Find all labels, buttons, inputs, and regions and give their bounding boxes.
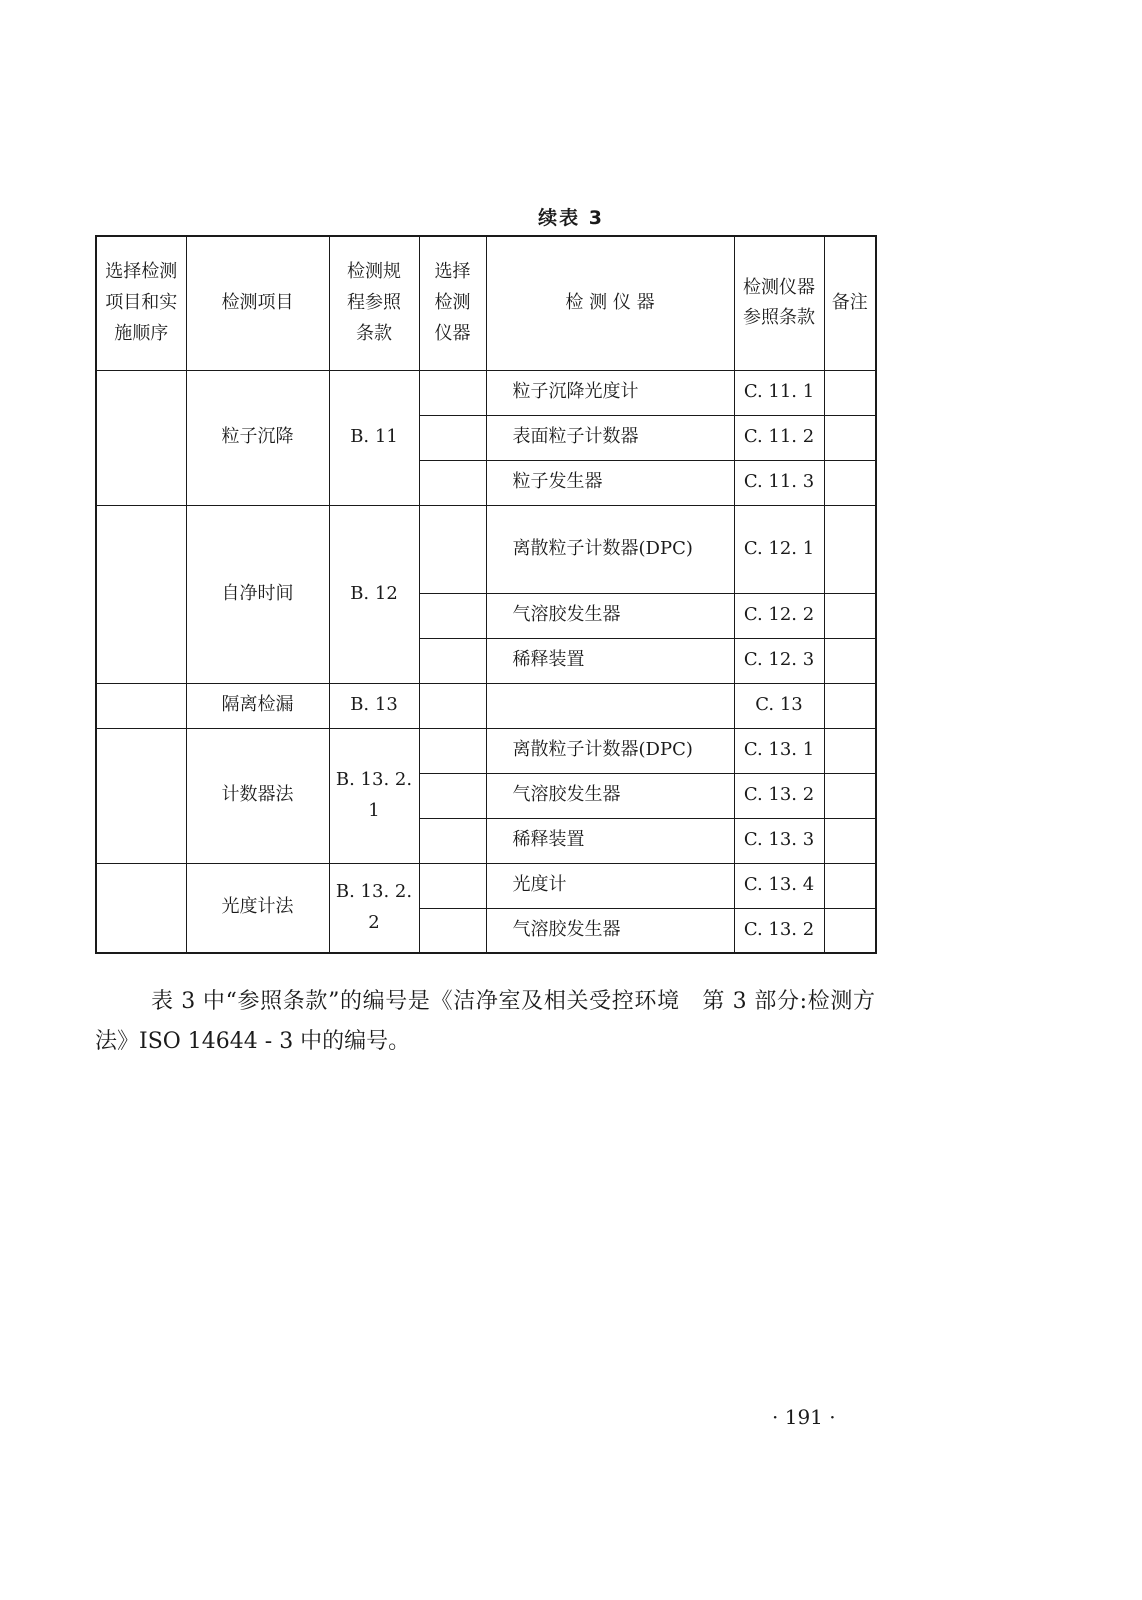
order-cell: [96, 505, 186, 683]
instrument-cell: 气溶胶发生器: [486, 593, 734, 638]
instrument-cell: 粒子发生器: [486, 460, 734, 505]
clause-cell: B. 13. 2. 1: [329, 728, 419, 863]
select-cell: [419, 683, 486, 728]
item-cell: 自净时间: [186, 505, 329, 683]
select-cell: [419, 863, 486, 908]
clause-cell: B. 11: [329, 370, 419, 505]
instrument-cell: 离散粒子计数器(DPC): [486, 505, 734, 593]
clause-cell: B. 13. 2. 2: [329, 863, 419, 953]
order-cell: [96, 370, 186, 505]
instrument-cell: 离散粒子计数器(DPC): [486, 728, 734, 773]
select-cell: [419, 505, 486, 593]
table-row: [96, 505, 876, 593]
table-row: [96, 728, 876, 773]
item-cell: 光度计法: [186, 863, 329, 953]
order-cell: [96, 728, 186, 863]
select-cell: [419, 593, 486, 638]
table-row: [96, 863, 876, 908]
instrument-cell: 气溶胶发生器: [486, 773, 734, 818]
remark-cell: [824, 908, 876, 953]
ref-cell: C. 13. 1: [734, 728, 824, 773]
table-row: [96, 683, 876, 728]
header-item: 检测项目: [186, 236, 329, 370]
ref-cell: C. 13: [734, 683, 824, 728]
select-cell: [419, 370, 486, 415]
ref-cell: C. 13. 2: [734, 908, 824, 953]
instrument-cell: 光度计: [486, 863, 734, 908]
ref-cell: C. 12. 1: [734, 505, 824, 593]
order-cell: [96, 683, 186, 728]
select-cell: [419, 818, 486, 863]
remark-cell: [824, 683, 876, 728]
select-cell: [419, 460, 486, 505]
table-row: [96, 370, 876, 415]
ref-cell: C. 11. 1: [734, 370, 824, 415]
remark-cell: [824, 863, 876, 908]
instrument-cell: 表面粒子计数器: [486, 415, 734, 460]
header-select: 选择检测仪器: [419, 236, 486, 370]
item-cell: 粒子沉降: [186, 370, 329, 505]
ref-cell: C. 12. 2: [734, 593, 824, 638]
page-number: · 191 ·: [772, 1405, 836, 1429]
clause-cell: B. 12: [329, 505, 419, 683]
select-cell: [419, 415, 486, 460]
header-row: [96, 236, 876, 370]
ref-cell: C. 11. 2: [734, 415, 824, 460]
select-cell: [419, 638, 486, 683]
header-clause: 检测规程参照条款: [329, 236, 419, 370]
instrument-table: [95, 235, 877, 954]
item-cell: 隔离检漏: [186, 683, 329, 728]
ref-cell: C. 11. 3: [734, 460, 824, 505]
order-cell: [96, 863, 186, 953]
header-instrument-ref: 检测仪器参照条款: [734, 236, 824, 370]
ref-cell: C. 13. 2: [734, 773, 824, 818]
table-caption: 续表 3: [538, 207, 604, 229]
select-cell: [419, 773, 486, 818]
header-order: 选择检测项目和实施顺序: [96, 236, 186, 370]
instrument-cell: 稀释装置: [486, 638, 734, 683]
select-cell: [419, 728, 486, 773]
table-note: 表 3 中“参照条款”的编号是《洁净室及相关受控环境 第 3 部分:检测方法》ISO 14644 - 3 中的编号。: [95, 989, 875, 1054]
instrument-cell: 气溶胶发生器: [486, 908, 734, 953]
instrument-cell: 粒子沉降光度计: [486, 370, 734, 415]
remark-cell: [824, 370, 876, 415]
remark-cell: [824, 460, 876, 505]
remark-cell: [824, 593, 876, 638]
select-cell: [419, 908, 486, 953]
remark-cell: [824, 415, 876, 460]
instrument-cell: [486, 683, 734, 728]
remark-cell: [824, 728, 876, 773]
header-remark: 备注: [824, 236, 876, 370]
header-instrument: 检 测 仪 器: [486, 236, 734, 370]
instrument-cell: 稀释装置: [486, 818, 734, 863]
ref-cell: C. 13. 4: [734, 863, 824, 908]
remark-cell: [824, 505, 876, 593]
remark-cell: [824, 773, 876, 818]
remark-cell: [824, 638, 876, 683]
remark-cell: [824, 818, 876, 863]
item-cell: 计数器法: [186, 728, 329, 863]
ref-cell: C. 13. 3: [734, 818, 824, 863]
ref-cell: C. 12. 3: [734, 638, 824, 683]
clause-cell: B. 13: [329, 683, 419, 728]
